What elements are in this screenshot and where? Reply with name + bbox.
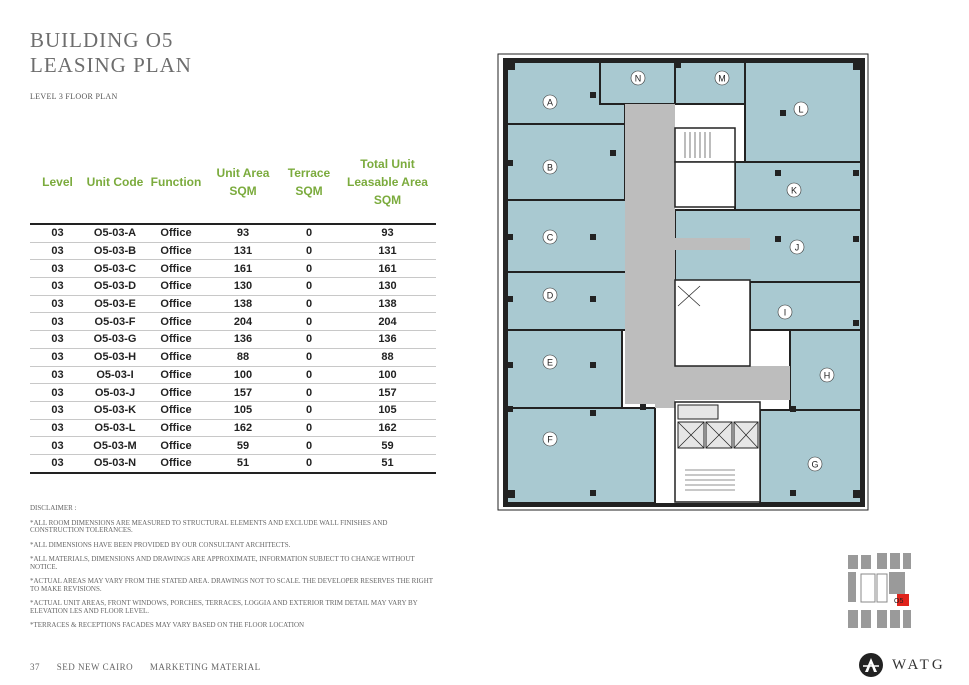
cell-total: 105 <box>339 401 436 419</box>
disclaimer-item: *ALL ROOM DIMENSIONS ARE MEASURED TO STRUCTURAL ELEMENTS AND EXCLUDE WALL FINISHES AND CONSTRUCTION TOLERANCES. <box>30 518 388 534</box>
disclaimer-item: *ALL DIMENSIONS HAVE BEEN PROVIDED BY OUR CONSULTANT ARCHITECTS. <box>30 540 291 549</box>
cell-unit-area: 162 <box>207 419 279 437</box>
table-row <box>30 278 436 296</box>
cell-terrace: 0 <box>279 242 339 260</box>
unit-e-room <box>507 330 622 408</box>
table-row <box>30 260 436 278</box>
cell-level: 03 <box>30 313 85 331</box>
unit-label-b <box>543 160 557 174</box>
table-row <box>30 401 436 419</box>
cell-terrace: 0 <box>279 313 339 331</box>
table-row <box>30 437 436 455</box>
page-number: 37 <box>30 662 40 672</box>
floor-plan-subtitle: LEVEL 3 FLOOR PLAN <box>30 92 118 101</box>
unit-label-e-text: E <box>546 357 554 368</box>
unit-label-k <box>787 183 801 197</box>
unit-label-b-text: B <box>546 162 554 173</box>
cell-level: 03 <box>30 384 85 402</box>
unit-label-j <box>790 240 804 254</box>
floor-plan <box>490 50 875 512</box>
watg-logo <box>858 652 946 678</box>
cell-terrace: 0 <box>279 278 339 296</box>
cell-function: Office <box>145 224 207 242</box>
cell-terrace: 0 <box>279 454 339 472</box>
unit-label-k-text: K <box>790 185 798 196</box>
cell-unit-code: O5-03-B <box>85 242 145 260</box>
cell-unit-code: O5-03-D <box>85 278 145 296</box>
cell-level: 03 <box>30 224 85 242</box>
table-header-row <box>30 155 436 224</box>
cell-unit-area: 88 <box>207 348 279 366</box>
cell-unit-area: 130 <box>207 278 279 296</box>
unit-label-m-text: M <box>718 73 726 84</box>
cell-terrace: 0 <box>279 366 339 384</box>
cell-terrace: 0 <box>279 331 339 349</box>
cell-level: 03 <box>30 348 85 366</box>
disclaimer-item: *ACTUAL AREAS MAY VARY FROM THE STATED AREA. DRAWINGS NOT TO SCALE. THE DEVELOPER RESERVES THE RIGHT TO MAKE REVISIONS. <box>30 577 433 593</box>
cell-terrace: 0 <box>279 401 339 419</box>
services-north <box>675 162 735 207</box>
unit-label-f <box>543 432 557 446</box>
cell-unit-area: 59 <box>207 437 279 455</box>
cell-level: 03 <box>30 278 85 296</box>
unit-label-a-text: A <box>546 97 554 108</box>
cell-unit-code: O5-03-J <box>85 384 145 402</box>
cell-function: Office <box>145 437 207 455</box>
col-unit-area: Unit Area SQM <box>216 166 270 198</box>
table-row <box>30 366 436 384</box>
cell-unit-area: 161 <box>207 260 279 278</box>
cell-level: 03 <box>30 331 85 349</box>
cell-unit-code: O5-03-G <box>85 331 145 349</box>
lobby <box>675 366 790 400</box>
unit-g-room <box>760 410 861 503</box>
cell-unit-area: 100 <box>207 366 279 384</box>
disclaimer-item: *ALL MATERIALS, DIMENSIONS AND DRAWINGS ARE APPROXIMATE, INFORMATION SUBJECT TO CHANGE WITHOUT NOTICE. <box>30 555 415 571</box>
table-row <box>30 419 436 437</box>
unit-label-d <box>543 288 557 302</box>
cell-unit-area: 157 <box>207 384 279 402</box>
keymap-building-label: O5 <box>894 598 904 605</box>
watg-logo-text: WATG <box>892 656 946 673</box>
cell-function: Office <box>145 454 207 472</box>
cell-terrace: 0 <box>279 437 339 455</box>
cell-unit-code: O5-03-E <box>85 295 145 313</box>
cell-unit-code: O5-03-H <box>85 348 145 366</box>
unit-label-e <box>543 355 557 369</box>
unit-m-room <box>675 62 745 104</box>
watg-logo-icon <box>858 652 884 678</box>
table-row <box>30 224 436 242</box>
unit-i-room <box>750 282 861 330</box>
cell-unit-area: 51 <box>207 454 279 472</box>
page-title <box>30 28 192 78</box>
col-unit-code: Unit Code <box>86 175 144 189</box>
corridor-lower <box>655 236 675 408</box>
unit-label-j-text: J <box>794 242 800 253</box>
cell-unit-area: 93 <box>207 224 279 242</box>
cell-terrace: 0 <box>279 419 339 437</box>
col-level: Level <box>42 175 73 189</box>
cell-terrace: 0 <box>279 224 339 242</box>
cell-unit-code: O5-03-I <box>85 366 145 384</box>
cell-level: 03 <box>30 419 85 437</box>
cell-function: Office <box>145 260 207 278</box>
lift-4 <box>678 405 718 419</box>
cell-unit-area: 136 <box>207 331 279 349</box>
cell-function: Office <box>145 419 207 437</box>
col-total: Total Unit Leasable Area SQM <box>347 157 428 207</box>
footer-project: SED NEW CAIRO <box>56 662 134 672</box>
cell-level: 03 <box>30 242 85 260</box>
cell-level: 03 <box>30 366 85 384</box>
unit-b-room <box>507 124 625 200</box>
unit-label-c <box>543 230 557 244</box>
cell-total: 93 <box>339 224 436 242</box>
table-row <box>30 384 436 402</box>
cell-total: 136 <box>339 331 436 349</box>
unit-label-g <box>808 457 822 471</box>
cell-function: Office <box>145 384 207 402</box>
cell-unit-area: 138 <box>207 295 279 313</box>
unit-label-i-text: I <box>783 307 787 318</box>
toilets-core <box>675 280 750 366</box>
cell-total: 204 <box>339 313 436 331</box>
unit-label-n-text: N <box>634 73 642 84</box>
unit-label-h-text: H <box>823 370 831 381</box>
cell-total: 131 <box>339 242 436 260</box>
unit-f-room <box>507 408 655 503</box>
cell-unit-code: O5-03-A <box>85 224 145 242</box>
unit-label-a <box>543 95 557 109</box>
cell-function: Office <box>145 348 207 366</box>
cell-total: 59 <box>339 437 436 455</box>
cell-level: 03 <box>30 437 85 455</box>
cell-unit-code: O5-03-C <box>85 260 145 278</box>
table-row <box>30 313 436 331</box>
cell-terrace: 0 <box>279 348 339 366</box>
cell-function: Office <box>145 313 207 331</box>
cell-unit-code: O5-03-N <box>85 454 145 472</box>
cell-level: 03 <box>30 454 85 472</box>
cell-total: 100 <box>339 366 436 384</box>
cell-terrace: 0 <box>279 295 339 313</box>
cell-total: 161 <box>339 260 436 278</box>
cell-function: Office <box>145 331 207 349</box>
footer-label: MARKETING MATERIAL <box>149 662 261 672</box>
cell-level: 03 <box>30 260 85 278</box>
table-row <box>30 242 436 260</box>
cell-total: 51 <box>339 454 436 472</box>
cell-total: 138 <box>339 295 436 313</box>
table-row <box>30 331 436 349</box>
unit-label-i <box>778 305 792 319</box>
cell-function: Office <box>145 278 207 296</box>
cell-total: 88 <box>339 348 436 366</box>
unit-label-n <box>631 71 645 85</box>
cell-level: 03 <box>30 295 85 313</box>
cell-level: 03 <box>30 401 85 419</box>
table-row <box>30 454 436 472</box>
title-line-1: BUILDING O5 <box>30 28 174 52</box>
cell-unit-area: 105 <box>207 401 279 419</box>
unit-label-l-text: L <box>798 104 804 115</box>
disclaimer-item: *TERRACES & RECEPTIONS FACADES MAY VARY BASED ON THE FLOOR LOCATION <box>30 621 305 629</box>
cell-total: 162 <box>339 419 436 437</box>
cell-function: Office <box>145 366 207 384</box>
cell-terrace: 0 <box>279 260 339 278</box>
col-terrace: Terrace SQM <box>287 166 331 198</box>
cell-unit-code: O5-03-L <box>85 419 145 437</box>
cell-unit-code: O5-03-M <box>85 437 145 455</box>
disclaimer-heading: DISCLAIMER : <box>30 504 77 512</box>
cell-terrace: 0 <box>279 384 339 402</box>
col-function: Function <box>150 175 202 189</box>
unit-label-g-text: G <box>811 459 819 470</box>
cell-unit-code: O5-03-K <box>85 401 145 419</box>
unit-label-f-text: F <box>547 434 553 445</box>
corridor-east <box>675 238 750 250</box>
cell-function: Office <box>145 401 207 419</box>
cell-total: 130 <box>339 278 436 296</box>
cell-function: Office <box>145 295 207 313</box>
footer <box>30 662 275 672</box>
units-table <box>30 155 436 474</box>
unit-label-h <box>820 368 834 382</box>
table-row <box>30 295 436 313</box>
unit-label-m <box>715 71 729 85</box>
cell-unit-area: 131 <box>207 242 279 260</box>
cell-total: 157 <box>339 384 436 402</box>
table-row <box>30 348 436 366</box>
site-key-map <box>845 550 913 632</box>
cell-function: Office <box>145 242 207 260</box>
cell-unit-code: O5-03-F <box>85 313 145 331</box>
unit-label-l <box>794 102 808 116</box>
disclaimer <box>30 505 440 637</box>
title-line-2: LEASING PLAN <box>30 53 192 77</box>
unit-label-c-text: C <box>546 232 554 243</box>
cell-unit-area: 204 <box>207 313 279 331</box>
disclaimer-item: *ACTUAL UNIT AREAS, FRONT WINDOWS, PORCHES, TERRACES, LOGGIA AND EXTERIOR TRIM DETAIL MAY VARY BY ELEVATION LES AND FLOOR LEVEL. <box>30 599 418 615</box>
unit-label-d-text: D <box>546 290 554 301</box>
